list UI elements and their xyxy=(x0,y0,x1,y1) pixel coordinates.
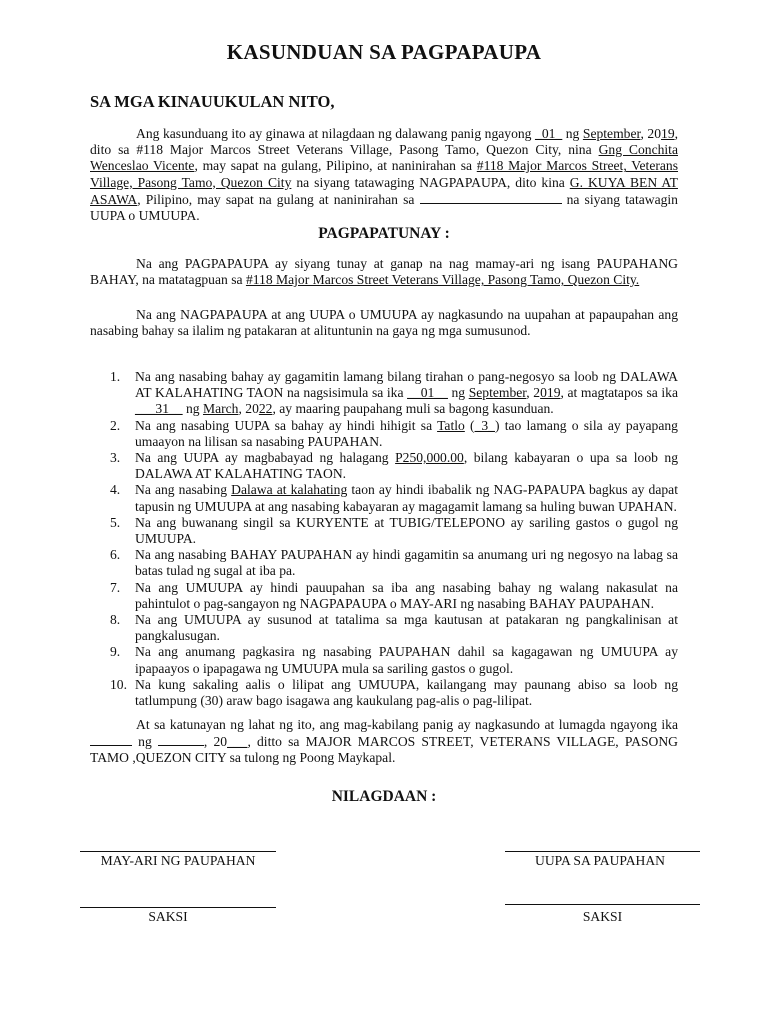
tenant-signature-label: UUPA SA PAUPAHAN xyxy=(535,853,665,868)
owner-signature-label: MAY-ARI NG PAUPAHAN xyxy=(100,853,256,868)
agreement-year: 19 xyxy=(661,126,675,141)
term-item: 5. Na ang buwanang singil sa KURYENTE at TUBIG/TELEPONO ay sariling gastos o gugol ng UMUUPA. xyxy=(110,514,678,547)
term-item: 6. Na ang nasabing BAHAY PAUPAHAN ay hindi gagamitin sa anumang uri ng negosyo na labag sa batas tulad ng sugal at iba pa. xyxy=(110,547,678,579)
witness1-signature-line xyxy=(80,907,276,908)
agreement-day: _01_ xyxy=(535,126,563,141)
intro-paragraph: Ang kasunduang ito ay ginawa at nilagdaan ng dalawang panig ngayong _01_ ng September, 2019, dito sa #118 Major Marcos Street Veterans Village, Pasong Tamo, Quezon City, nina Gng Conchita Wenceslao Vicente, may sapat na gulang, Pilipino, at naninirahan sa #118 Major Marcos Street, Veterans Village, Pasong Tamo, Quezon City na siyang tatawaging NAGPAPAUPA, dito kina G. KUYA BEN AT ASAWA, Pilipino, may sapat na gulang at naninirahan sa na siyang tatawagin UUPA o UMUUPA. xyxy=(90,126,679,224)
tenant-name: G. KUYA BEN AT ASAWA xyxy=(90,174,678,207)
section-pagpapatunay: PAGPAPATUNAY : xyxy=(318,225,450,242)
tenant-signature-line xyxy=(505,851,700,852)
agreement-paragraph: Na ang NAGPAPAUPA at ang UUPA o UMUUPA ay nagkasundo na uupahan at papaupahan ang nasabing bahay sa ilalim ng patakaran at alituntunin na gaya ng mga sumusunod. xyxy=(90,307,678,339)
salutation: SA MGA KINAUUKULAN NITO, xyxy=(90,92,335,111)
owner-signature-line xyxy=(80,851,276,852)
document-title: KASUNDUAN SA PAGPAPAUPA xyxy=(226,40,542,64)
terms-list xyxy=(90,369,678,709)
term-item: 10. Na kung sakaling aalis o lilipat ang UMUUPA, kailangang may paunang abiso sa loob ng tatlumpung (30) araw bago isagawa ang kaukulang pag-alis o pag-lilipat. xyxy=(110,676,678,709)
closing-month-blank xyxy=(158,733,204,746)
tenant-address-blank xyxy=(420,191,562,204)
term-item: 7. Na ang UMUUPA ay hindi pauupahan sa iba ang nasabing bahay ng walang nakasulat na pahintulot o pag-sangayon ng NAGPAPAUPA o MAY-ARI ng nasabing BAHAY PAUPAHAN. xyxy=(110,579,678,611)
term-item: 4. Na ang nasabing Dalawa at kalahating taon ay hindi ibabalik ng NAG-PAPAUPA bagkus ay dapat tapusin ng UMUUPA at ang nasabing kabayaran ay magagamit lamang sa huling buwan UPAHAN. xyxy=(110,482,678,514)
owner-address: #118 Major Marcos Street, Veterans Village, Pasong Tamo, Quezon City xyxy=(90,158,679,190)
section-nilagdaan: NILAGDAAN : xyxy=(331,788,437,805)
closing-day-blank xyxy=(90,733,132,746)
owner-name: Gng Conchita Wenceslao Vicente xyxy=(90,142,678,174)
affirmation-paragraph: Na ang PAGPAPAUPA ay siyang tunay at ganap na nag mamay-ari ng isang PAUPAHANG BAHAY, na matatagpuan sa #118 Major Marcos Street Veterans Village, Pasong Tamo, Quezon City. xyxy=(90,256,678,288)
term-item: 8. Na ang UMUUPA ay susunod at tatalima sa mga kautusan at patakaran ng pangkalinisan at pangkalusugan. xyxy=(110,612,678,644)
term-item: 9. Na ang anumang pagkasira ng nasabing PAUPAHAN dahil sa kagagawan ng UMUUPA ay ipapaayos o ipapagawa ng UMUUPA mula sa sariling gastos o gugol. xyxy=(110,644,678,676)
witness2-signature-line xyxy=(505,904,700,905)
term-item: 3. Na ang UUPA ay magbabayad ng halagang P250,000.00, bilang kabayaran o upa sa loob ng DALAWA AT KALAHATING TAON. xyxy=(110,450,678,482)
witness1-signature-label: SAKSI xyxy=(148,909,188,924)
term-item: 1. Na ang nasabing bahay ay gagamitin lamang bilang tirahan o pang-negosyo sa loob ng DALAWA AT KALAHATING TAON na nagsisimula sa ika __01__ ng September, 2019, at magtatapos sa ika ___31__ ng March, 2022, ay maaring paupahang muli sa bagong kasunduan. xyxy=(110,369,678,417)
term-item: 2. Na ang nasabing UUPA sa bahay ay hindi hihigit sa Tatlo (_3_) tao lamang o sila ay payapang umaayon na lilisan sa nasabing PAUPAHAN. xyxy=(110,417,678,449)
closing-paragraph: At sa katunayan ng lahat ng ito, ang mag-kabilang panig ay nagkasundo at lumagda ngayong ika ng , 20___, ditto sa MAJOR MARCOS STREET, VETERANS VILLAGE, PASONG TAMO ,QUEZON CITY sa tulong ng Poong Maykapal. xyxy=(90,717,678,766)
property-address: #118 Major Marcos Street Veterans Village, Pasong Tamo, Quezon City. xyxy=(245,272,640,288)
agreement-month: September xyxy=(582,126,641,141)
witness2-signature-label: SAKSI xyxy=(582,909,623,924)
